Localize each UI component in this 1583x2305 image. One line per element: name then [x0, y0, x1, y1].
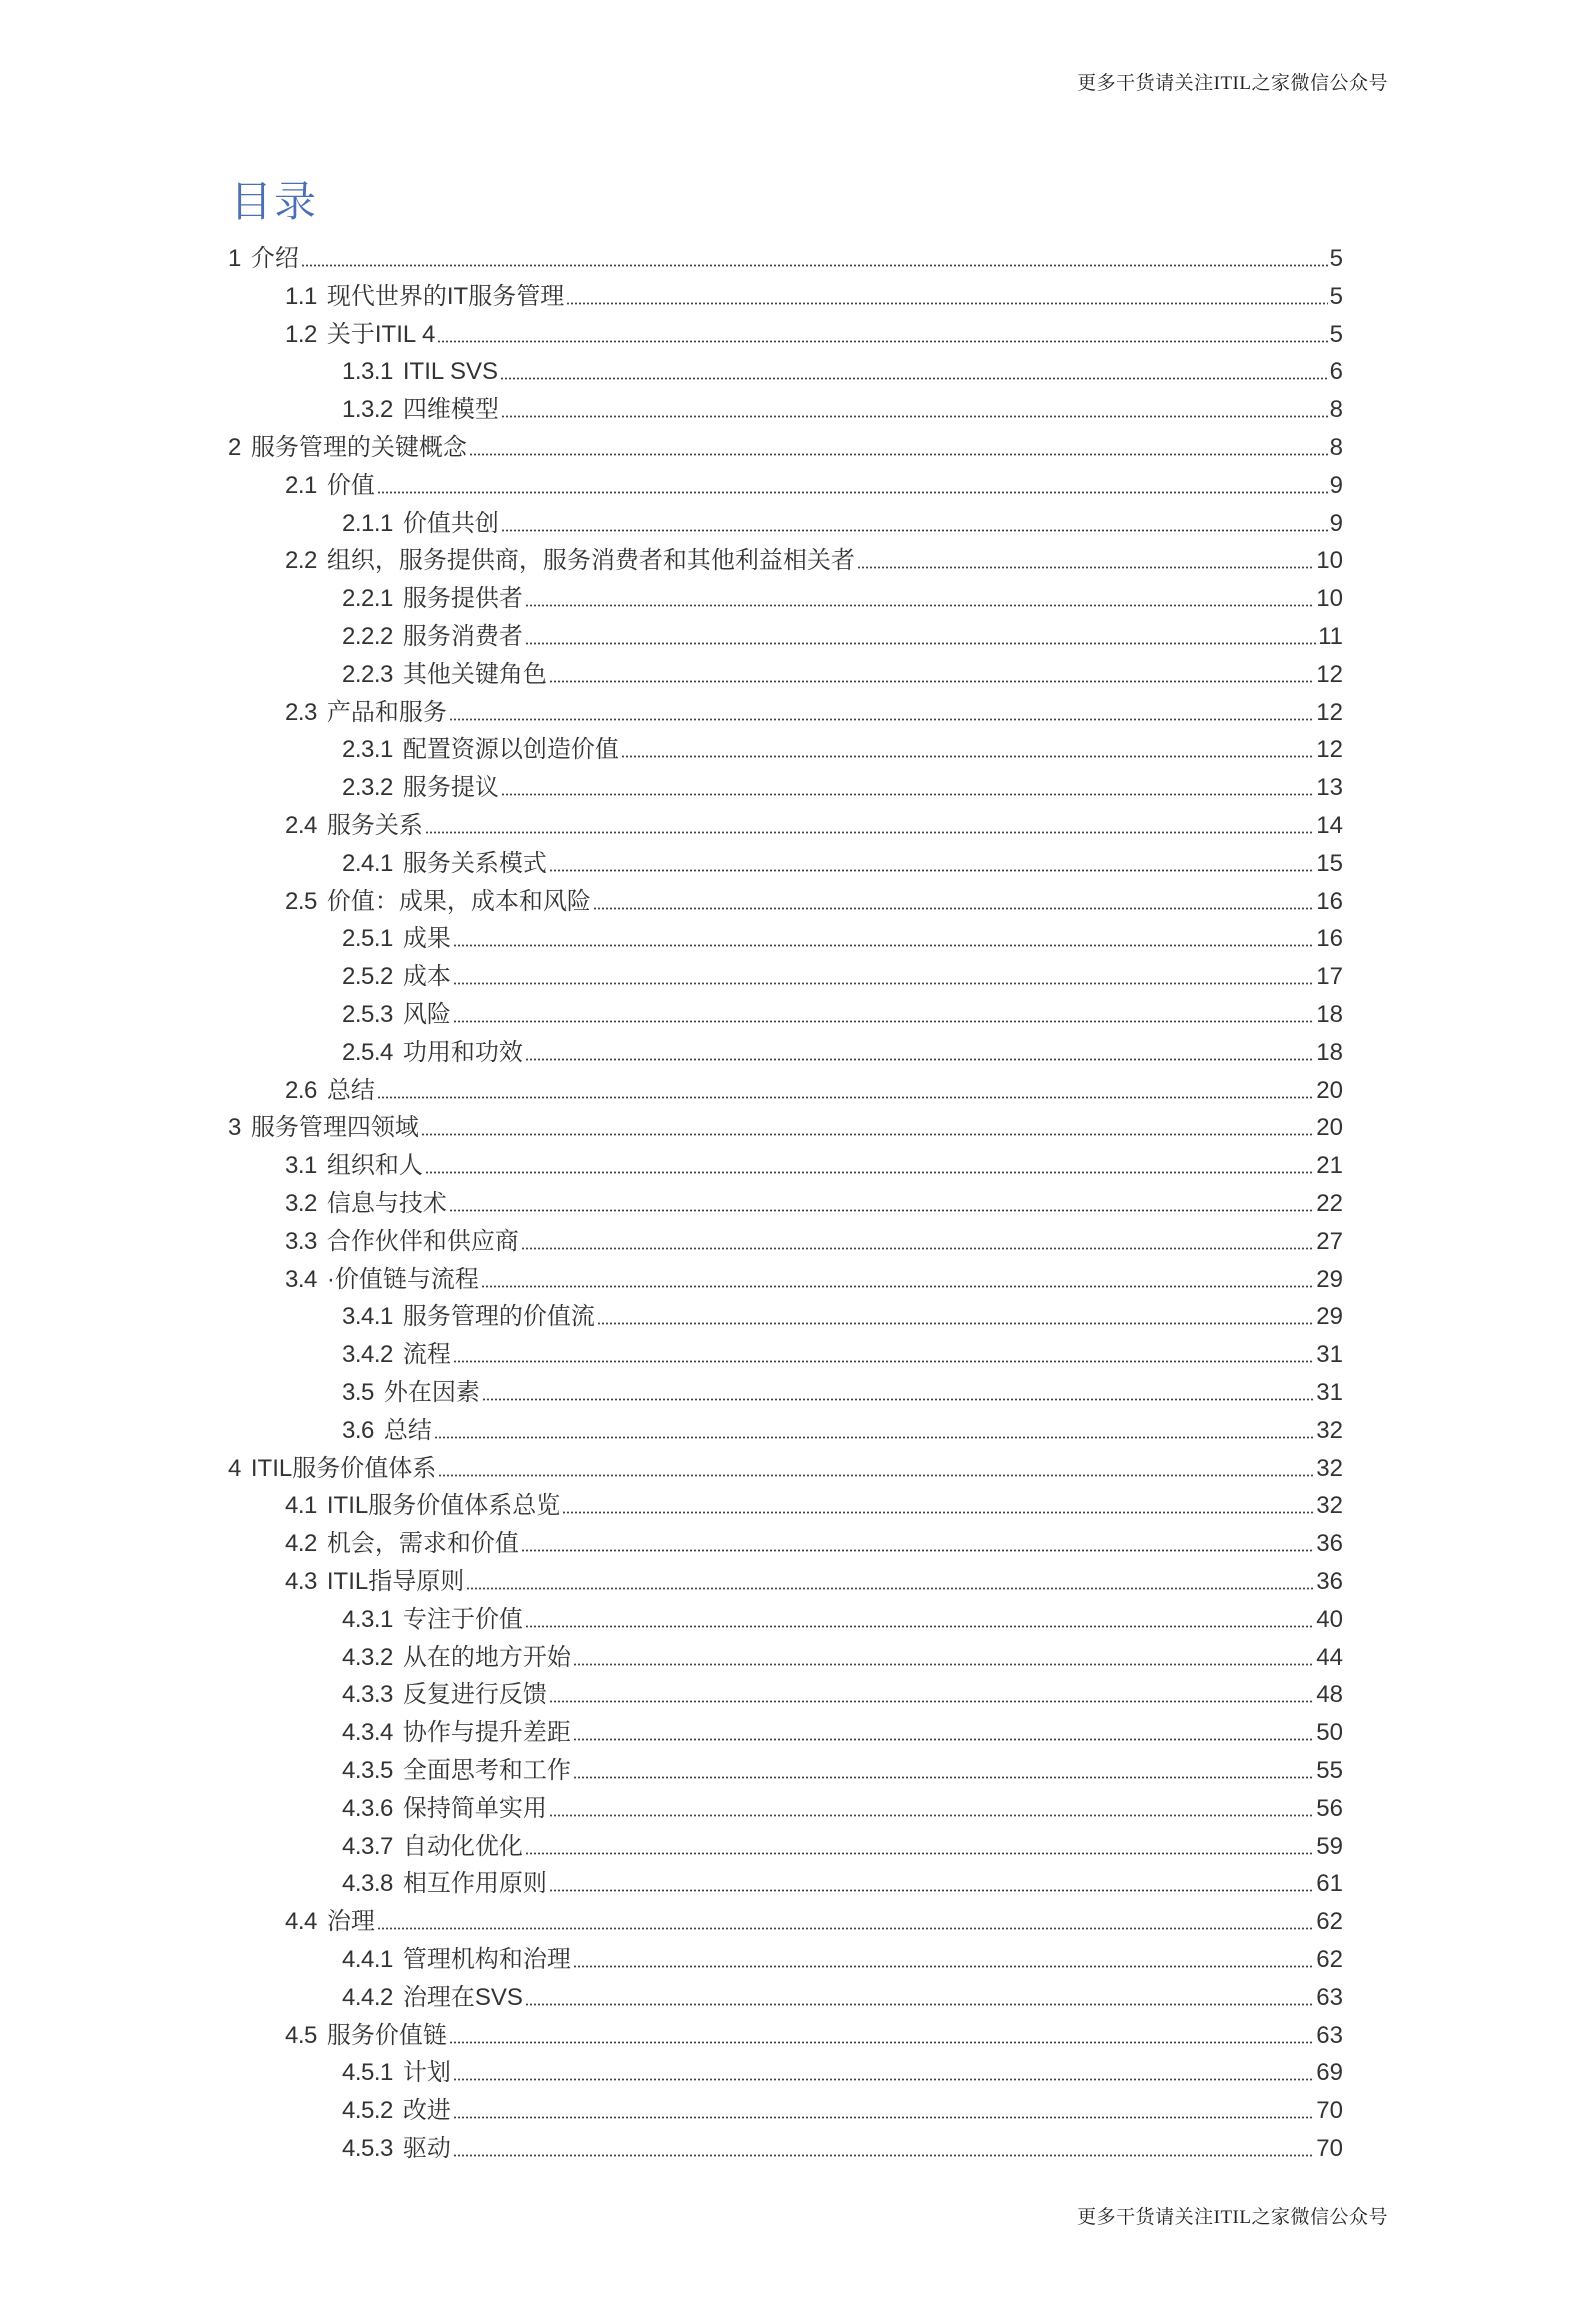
toc-entry-number: 1: [228, 245, 241, 272]
toc-entry-title: 计划: [402, 2059, 451, 2087]
toc-entry-page: 16: [1316, 887, 1343, 915]
toc-entry-number: 4.4.2: [342, 1983, 393, 2011]
toc-entry-title: 自动化优化: [402, 1832, 523, 1860]
toc-entry-number: 2.3: [285, 698, 317, 726]
toc-entry-number: 3.4: [285, 1265, 317, 1293]
toc-entry-page: 11: [1318, 623, 1343, 650]
dot-leader: [453, 2154, 1314, 2157]
dot-leader: [549, 1700, 1314, 1703]
toc-entry[interactable]: [342, 2052, 1343, 2088]
toc-entry-page: 8: [1329, 396, 1343, 424]
toc-entry[interactable]: [342, 1296, 1343, 1332]
toc-entry[interactable]: [342, 1750, 1343, 1786]
toc-entry-title: 治理在SVS: [402, 1983, 523, 2011]
toc-entry-number: 1.3.1: [342, 358, 393, 386]
toc-entry-page: 29: [1316, 1265, 1343, 1293]
toc-entry[interactable]: [285, 1523, 1343, 1559]
dot-leader: [466, 1587, 1314, 1590]
toc-entry[interactable]: [285, 692, 1343, 728]
toc-entry-title: 相互作用原则: [402, 1870, 547, 1898]
toc-entry[interactable]: [285, 881, 1343, 917]
toc-entry-title: 服务管理四领域: [250, 1114, 419, 1142]
toc-entry-number: 4.3.4: [342, 1719, 393, 1747]
toc-entry[interactable]: [342, 1372, 1343, 1408]
toc-entry-number: 3.4.1: [342, 1303, 393, 1331]
toc-entry-title: 服务提议: [402, 774, 499, 802]
toc-entry[interactable]: [342, 351, 1343, 387]
toc-entry-number: 4.3.8: [342, 1870, 393, 1898]
dot-leader: [438, 1474, 1314, 1477]
toc-entry-page: 5: [1329, 282, 1343, 310]
dot-leader: [549, 869, 1314, 872]
toc-entry-number: 1.2: [285, 320, 317, 348]
dot-leader: [453, 2078, 1314, 2081]
toc-entry-page: 62: [1316, 1946, 1343, 1973]
toc-entry-title: ITIL服务价值体系: [250, 1454, 437, 1482]
toc-entry-page: 5: [1329, 320, 1343, 348]
toc-entry-title: 专注于价值: [402, 1605, 523, 1633]
toc-entry-title: 反复进行反馈: [402, 1681, 547, 1709]
toc-entry[interactable]: [285, 1259, 1343, 1295]
dot-leader: [453, 2116, 1314, 2119]
toc-entry-page: 22: [1316, 1190, 1343, 1217]
toc-entry-title: 服务消费者: [402, 623, 523, 650]
toc-entry-number: 2.5.2: [342, 963, 393, 991]
toc-entry-title: 管理机构和治理: [402, 1946, 571, 1973]
toc-entry[interactable]: [342, 389, 1343, 425]
toc-entry-page: 36: [1316, 1530, 1343, 1558]
toc-entry[interactable]: [228, 238, 1343, 274]
toc-entry-title: 功用和功效: [402, 1038, 523, 1066]
toc-entry-page: 18: [1316, 1001, 1343, 1028]
toc-entry-number: 3.2: [285, 1190, 317, 1217]
toc-entry-number: 4.3.6: [342, 1794, 393, 1822]
dot-leader: [525, 604, 1314, 607]
toc-entry-title: 价值: [326, 471, 375, 499]
dot-leader: [434, 1436, 1314, 1439]
toc-entry-page: 20: [1316, 1114, 1343, 1142]
toc-entry[interactable]: [342, 729, 1343, 765]
toc-entry-number: 4.5.3: [342, 2135, 393, 2162]
toc-entry-title: 配置资源以创造价值: [402, 736, 619, 764]
toc-entry-number: 2.2: [285, 547, 317, 575]
dot-leader: [597, 1322, 1314, 1325]
toc-entry-page: 69: [1316, 2059, 1343, 2087]
toc-entry[interactable]: [285, 1901, 1343, 1937]
toc-entry-title: 改进: [402, 2097, 451, 2125]
dot-leader: [573, 1965, 1314, 1968]
toc-entry-title: 价值：成果，成本和风险: [326, 887, 591, 915]
toc-entry-number: 4.2: [285, 1530, 317, 1558]
toc-entry[interactable]: [285, 805, 1343, 841]
toc-entry[interactable]: [342, 1032, 1343, 1068]
toc-entry-title: 机会，需求和价值: [326, 1530, 519, 1558]
toc-entry[interactable]: [285, 1221, 1343, 1257]
toc-entry-number: 2.1.1: [342, 509, 393, 537]
dot-leader: [453, 944, 1314, 947]
toc-entry[interactable]: [285, 540, 1343, 576]
toc-entry-title: 保持简单实用: [402, 1794, 547, 1822]
dot-leader: [481, 1285, 1314, 1288]
toc-entry-title: 全面思考和工作: [402, 1757, 571, 1784]
dot-leader: [377, 1927, 1314, 1930]
toc-entry[interactable]: [228, 1107, 1343, 1143]
toc-title: 目录: [230, 177, 319, 226]
toc-entry-page: 31: [1316, 1341, 1343, 1369]
toc-entry[interactable]: [342, 1674, 1343, 1710]
toc-entry[interactable]: [285, 465, 1343, 501]
toc-entry[interactable]: [285, 1485, 1343, 1521]
toc-entry-title: 总结: [326, 1076, 375, 1104]
dot-leader: [549, 1889, 1314, 1892]
toc-entry-page: 55: [1316, 1757, 1343, 1784]
toc-entry-page: 70: [1316, 2097, 1343, 2125]
toc-entry-number: 4.5: [285, 2021, 317, 2049]
toc-entry-number: 4: [228, 1454, 241, 1482]
toc-entry-title: 介绍: [250, 245, 299, 272]
toc-entry-page: 10: [1316, 585, 1343, 613]
toc-entry-number: 3.6: [342, 1416, 374, 1444]
toc-entry-title: 产品和服务: [326, 698, 447, 726]
toc-entry-title: 其他关键角色: [402, 660, 547, 688]
toc-entry-title: 驱动: [402, 2135, 451, 2162]
toc-entry-title: 外在因素: [383, 1379, 480, 1406]
dot-leader: [301, 264, 1328, 267]
toc-entry-page: 10: [1316, 547, 1343, 575]
dot-leader: [469, 453, 1328, 456]
toc-entry[interactable]: [342, 956, 1343, 992]
toc-entry-page: 14: [1316, 812, 1343, 839]
toc-entry-number: 2.2.3: [342, 660, 393, 688]
toc-entry-title: ITIL指导原则: [326, 1568, 465, 1595]
toc-entry-number: 4.3.2: [342, 1643, 393, 1671]
dot-leader: [437, 340, 1327, 343]
toc-entry-number: 2.2.2: [342, 623, 393, 650]
toc-entry[interactable]: [342, 1637, 1343, 1673]
dot-leader: [549, 680, 1314, 683]
toc-entry-number: 2.5: [285, 887, 317, 915]
toc-entry[interactable]: [342, 2090, 1343, 2126]
toc-entry[interactable]: [342, 1939, 1343, 1975]
toc-entry-page: 61: [1316, 1870, 1343, 1898]
toc-entry-title: 协作与提升差距: [402, 1719, 571, 1747]
toc-entry[interactable]: [285, 1145, 1343, 1181]
toc-entry-title: 服务关系模式: [402, 849, 547, 877]
toc-entry-number: 3.3: [285, 1227, 317, 1255]
dot-leader: [500, 377, 1328, 380]
toc-entry-title: 成本: [402, 963, 451, 991]
toc-entry[interactable]: [342, 918, 1343, 954]
dot-leader: [501, 793, 1314, 796]
toc-entry[interactable]: [285, 1561, 1343, 1597]
toc-entry-page: 29: [1316, 1303, 1343, 1331]
toc-entry-title: 现代世界的IT服务管理: [326, 282, 565, 310]
dot-leader: [377, 491, 1328, 494]
toc-entry[interactable]: [342, 1410, 1343, 1446]
dot-leader: [425, 831, 1314, 834]
toc-entry[interactable]: [342, 767, 1343, 803]
toc-entry-page: 12: [1316, 660, 1343, 688]
toc-entry-page: 13: [1316, 774, 1343, 802]
toc-entry-number: 2.3.2: [342, 774, 393, 802]
toc-entry-page: 63: [1316, 1983, 1343, 2011]
toc-entry-title: ITIL服务价值体系总览: [326, 1492, 561, 1520]
toc-entry-page: 16: [1316, 925, 1343, 953]
footer-note: 更多干货请关注ITIL之家微信公众号: [1077, 2207, 1388, 2228]
toc-entry-page: 32: [1316, 1416, 1343, 1444]
dot-leader: [421, 1133, 1314, 1136]
dot-leader: [573, 1776, 1314, 1779]
toc-entry-page: 70: [1316, 2135, 1343, 2162]
toc-entry-page: 40: [1316, 1605, 1343, 1633]
toc-entry-number: 4.3.1: [342, 1605, 393, 1633]
toc-entry-number: 1.1: [285, 282, 317, 310]
toc-entry-number: 2.6: [285, 1076, 317, 1104]
dot-leader: [573, 1738, 1314, 1741]
toc-entry-number: 4.3: [285, 1568, 317, 1595]
toc-entry-number: 3.1: [285, 1152, 317, 1180]
toc-entry-title: 价值共创: [402, 509, 499, 537]
toc-entry-page: 48: [1316, 1681, 1343, 1709]
toc-entry[interactable]: [342, 1977, 1343, 2013]
dot-leader: [521, 1549, 1314, 1552]
toc-entry-page: 17: [1316, 963, 1343, 991]
toc-entry-number: 2.3.1: [342, 736, 393, 764]
toc-entry-title: 从在的地方开始: [402, 1643, 571, 1671]
toc-entry-title: 总结: [383, 1416, 432, 1444]
toc-entry-page: 5: [1329, 245, 1343, 272]
toc-entry-page: 32: [1316, 1492, 1343, 1520]
toc-entry-page: 20: [1316, 1076, 1343, 1104]
toc-entry[interactable]: [342, 1863, 1343, 1899]
toc-entry-title: 成果: [402, 925, 451, 953]
toc-entry-number: 2: [228, 434, 241, 461]
toc-entry-number: 2.5.3: [342, 1001, 393, 1028]
dot-leader: [449, 2041, 1314, 2044]
dot-leader: [449, 718, 1314, 721]
toc-entry[interactable]: [228, 1448, 1343, 1484]
toc-entry-title: 风险: [402, 1001, 451, 1028]
toc-entry-title: 合作伙伴和供应商: [326, 1227, 519, 1255]
toc-entry-page: 27: [1316, 1227, 1343, 1255]
toc-entry-title: 服务管理的价值流: [402, 1303, 595, 1331]
dot-leader: [562, 1511, 1314, 1514]
dot-leader: [621, 755, 1314, 758]
toc-entry-number: 3.4.2: [342, 1341, 393, 1369]
dot-leader: [453, 1020, 1314, 1023]
toc-entry[interactable]: [342, 843, 1343, 879]
toc-entry-number: 4.1: [285, 1492, 317, 1520]
toc-entry-page: 62: [1316, 1908, 1343, 1936]
dot-leader: [857, 566, 1314, 569]
toc-entry-number: 3: [228, 1114, 241, 1142]
dot-leader: [453, 982, 1314, 985]
toc-entry[interactable]: [285, 314, 1343, 350]
toc-entry-title: 服务提供者: [402, 585, 523, 613]
toc-entry-page: 50: [1316, 1719, 1343, 1747]
toc-entry-title: 治理: [326, 1908, 375, 1936]
toc-entry-title: 信息与技术: [326, 1190, 447, 1217]
dot-leader: [453, 1360, 1314, 1363]
toc-entry-page: 12: [1316, 698, 1343, 726]
toc-entry[interactable]: [342, 1826, 1343, 1862]
toc-entry-page: 21: [1316, 1152, 1343, 1180]
toc-entry[interactable]: [285, 1183, 1343, 1219]
toc-entry-page: 6: [1329, 358, 1343, 386]
toc-entry-number: 2.1: [285, 471, 317, 499]
toc-entry[interactable]: [342, 578, 1343, 614]
dot-leader: [482, 1398, 1314, 1401]
toc-entry-page: 32: [1316, 1454, 1343, 1482]
toc-entry-title: 服务价值链: [326, 2021, 447, 2049]
toc-entry-page: 12: [1316, 736, 1343, 764]
dot-leader: [377, 1096, 1314, 1099]
toc-entry-title: 服务管理的关键概念: [250, 434, 467, 461]
header-note: 更多干货请关注ITIL之家微信公众号: [1077, 73, 1388, 94]
toc-entry[interactable]: [342, 503, 1343, 539]
toc-entry-page: 44: [1316, 1643, 1343, 1671]
toc-entry-page: 63: [1316, 2021, 1343, 2049]
toc-entry[interactable]: [228, 427, 1343, 463]
toc-entry-title: 组织和人: [326, 1152, 423, 1180]
toc-entry-page: 9: [1329, 471, 1343, 499]
toc-entry-number: 1.3.2: [342, 396, 393, 424]
toc-entry-page: 8: [1329, 434, 1343, 461]
dot-leader: [525, 642, 1316, 645]
dot-leader: [525, 1852, 1314, 1855]
toc-entry-title: 组织，服务提供商，服务消费者和其他利益相关者: [326, 547, 855, 575]
toc-entry-number: 4.3.7: [342, 1832, 393, 1860]
dot-leader: [566, 302, 1327, 305]
dot-leader: [593, 907, 1314, 910]
toc-entry-page: 36: [1316, 1568, 1343, 1595]
dot-leader: [525, 1625, 1314, 1628]
toc-entry-title: 关于ITIL 4: [326, 320, 436, 348]
toc-entry-number: 4.4: [285, 1908, 317, 1936]
toc-entry-title: ·价值链与流程: [326, 1265, 479, 1293]
dot-leader: [525, 2003, 1314, 2006]
toc-entry[interactable]: [342, 654, 1343, 690]
toc-entry-page: 9: [1329, 509, 1343, 537]
toc-entry-number: 2.2.1: [342, 585, 393, 613]
toc-entry-page: 31: [1316, 1379, 1343, 1406]
dot-leader: [521, 1247, 1314, 1250]
toc-entry[interactable]: [342, 2128, 1343, 2164]
toc-entry-page: 59: [1316, 1832, 1343, 1860]
toc-entry-number: 2.5.1: [342, 925, 393, 953]
toc-entry-title: 流程: [402, 1341, 451, 1369]
dot-leader: [573, 1663, 1314, 1666]
toc-entry[interactable]: [285, 1070, 1343, 1106]
toc-entry-number: 4.5.2: [342, 2097, 393, 2125]
toc-entry-page: 15: [1316, 849, 1343, 877]
toc-entry-title: ITIL SVS: [402, 358, 499, 386]
toc-entry-number: 2.4.1: [342, 849, 393, 877]
toc-entry[interactable]: [342, 994, 1343, 1030]
toc-entry[interactable]: [342, 616, 1343, 652]
toc-entry-number: 4.5.1: [342, 2059, 393, 2087]
toc-entry-number: 4.3.5: [342, 1757, 393, 1784]
toc-entry-page: 18: [1316, 1038, 1343, 1066]
toc-entry-page: 56: [1316, 1794, 1343, 1822]
dot-leader: [549, 1814, 1314, 1817]
toc-entry-number: 2.4: [285, 812, 317, 839]
dot-leader: [425, 1171, 1314, 1174]
toc-entry-title: 四维模型: [402, 396, 499, 424]
toc-entry-number: 4.4.1: [342, 1946, 393, 1973]
toc-entry[interactable]: [285, 2015, 1343, 2051]
toc-entry-number: 4.3.3: [342, 1681, 393, 1709]
dot-leader: [501, 415, 1328, 418]
toc-entry[interactable]: [285, 276, 1343, 312]
toc-entry[interactable]: [342, 1599, 1343, 1635]
dot-leader: [449, 1209, 1314, 1212]
toc-entry[interactable]: [342, 1334, 1343, 1370]
dot-leader: [501, 529, 1328, 532]
toc-entry[interactable]: [342, 1712, 1343, 1748]
toc-entry-number: 3.5: [342, 1379, 374, 1406]
toc-entry[interactable]: [342, 1788, 1343, 1824]
dot-leader: [525, 1058, 1314, 1061]
toc-entry-title: 服务关系: [326, 812, 423, 839]
toc-entry-number: 2.5.4: [342, 1038, 393, 1066]
